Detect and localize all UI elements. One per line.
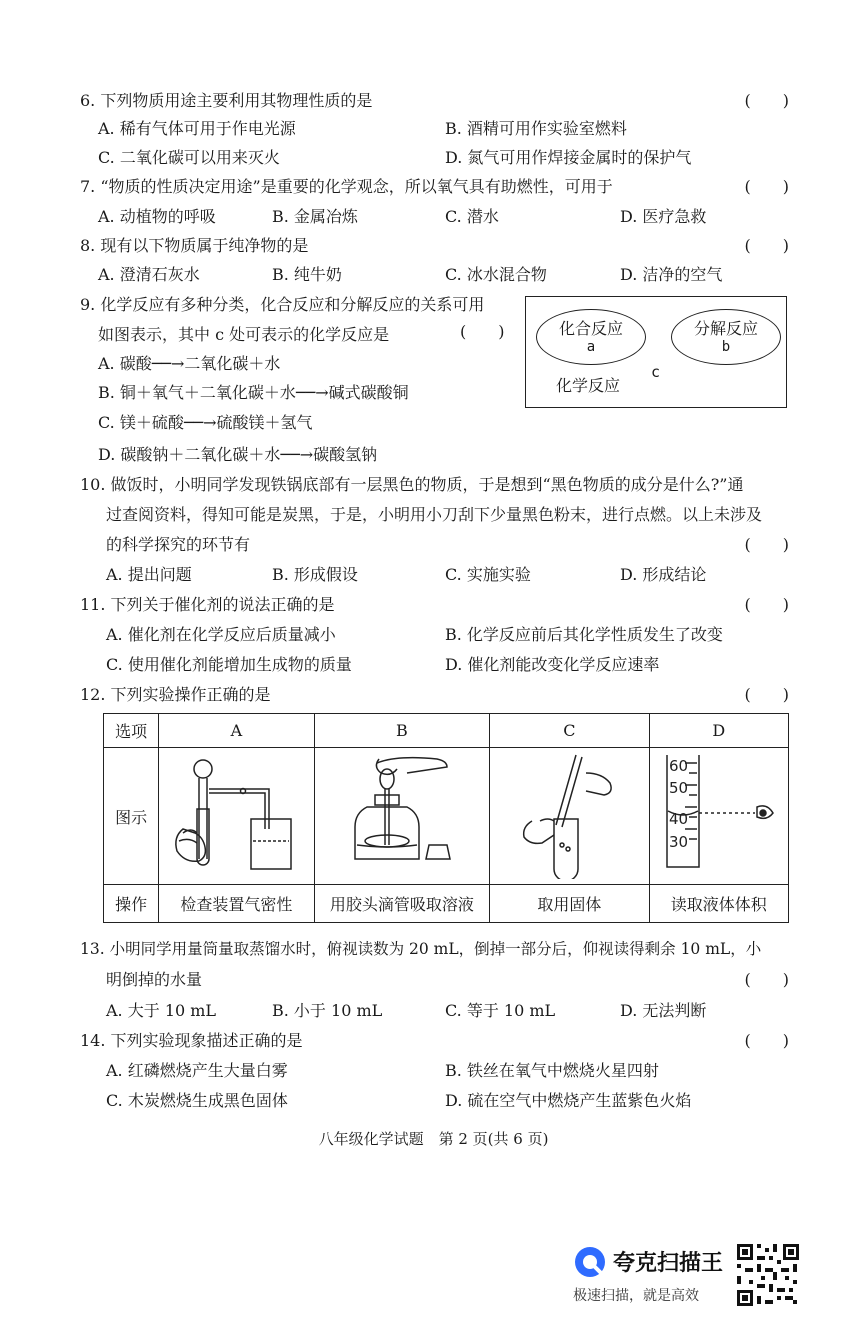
q13-stem-line1: 13. 小明同学用量筒量取蒸馏水时，俯视读数为 20 mL，倒掉一部分后，仰视读得剩余 10 mL，小: [80, 940, 762, 958]
figure-d-cylinder-reading: [649, 748, 788, 885]
combination-reaction-ellipse: [536, 309, 646, 365]
q10-option-b: B. 形成假设: [272, 565, 358, 584]
cylinder-reading-illustration: [651, 749, 786, 879]
q9-option-c: C. 镁＋硫酸──→硫酸镁＋氢气: [98, 413, 313, 432]
q7-stem: 7. “物质的性质决定用途”是重要的化学观念，所以氧气具有助燃性，可用于: [80, 177, 613, 196]
q8-option-c: C. 冰水混合物: [445, 265, 547, 284]
operation-a: 检查装置气密性: [159, 885, 314, 923]
airtightness-check-illustration: [161, 749, 311, 879]
operation-b: 用胶头滴管吸取溶液: [314, 885, 490, 923]
quark-logo-icon: [573, 1245, 607, 1279]
q13-option-d: D. 无法判断: [620, 1001, 707, 1020]
header-figure: 图示: [104, 748, 159, 885]
q6-option-a: A. 稀有气体可用于作电光源: [98, 119, 296, 138]
q10-answer-paren: ( ): [744, 535, 789, 554]
q13-stem-line2: 明倒掉的水量: [106, 970, 203, 989]
q6-option-b: B. 酒精可用作实验室燃料: [445, 119, 627, 138]
q11-option-d: D. 催化剂能改变化学反应速率: [445, 655, 660, 674]
q11-option-b: B. 化学反应前后其化学性质发生了改变: [445, 625, 723, 644]
q9-option-d: D. 碳酸钠＋二氧化碳＋水──→碳酸氢钠: [98, 445, 378, 464]
q6-option-c: C. 二氧化碳可以用来灭火: [98, 148, 280, 167]
q8-option-a: A. 澄清石灰水: [98, 265, 200, 284]
solid-taking-illustration: [492, 749, 647, 879]
figure-b-dropper: [314, 748, 490, 885]
reaction-classification-diagram: [525, 296, 787, 408]
q10-stem-line3: 的科学探究的环节有: [106, 535, 251, 554]
q7-option-d: D. 医疗急救: [620, 207, 707, 226]
q14-option-a: A. 红磷燃烧产生大量白雾: [106, 1061, 288, 1080]
q8-stem: 8. 现有以下物质属于纯净物的是: [80, 236, 309, 255]
q10-option-c: C. 实施实验: [445, 565, 531, 584]
qr-code-icon: [735, 1242, 801, 1308]
q11-option-a: A. 催化剂在化学反应后质量减小: [106, 625, 336, 644]
q9-answer-paren: ( ): [460, 322, 505, 341]
q10-stem-line1: 10. 做饭时，小明同学发现铁锅底部有一层黑色的物质，于是想到“黑色物质的成分是什么?”通: [80, 475, 744, 494]
q13-option-c: C. 等于 10 mL: [445, 1001, 556, 1020]
column-a-header: A: [159, 714, 314, 748]
decomposition-reaction-label: 分解反应: [693, 319, 758, 338]
combination-reaction-label: 化合反应: [558, 319, 623, 338]
q14-option-c: C. 木炭燃烧生成黑色固体: [106, 1091, 288, 1110]
q6-stem: 6. 下列物质用途主要利用其物理性质的是: [80, 91, 373, 110]
q13-option-b: B. 小于 10 mL: [272, 1001, 383, 1020]
q8-answer-paren: ( ): [744, 236, 789, 255]
scanner-app-name: 夸克扫描王: [613, 1251, 724, 1276]
q8-option-d: D. 洁净的空气: [620, 265, 723, 284]
q13-answer-paren: ( ): [744, 970, 789, 989]
header-operation: 操作: [104, 885, 159, 923]
q10-option-a: A. 提出问题: [106, 565, 192, 584]
q14-answer-paren: ( ): [744, 1031, 789, 1050]
q11-option-c: C. 使用催化剂能增加生成物的质量: [106, 655, 352, 674]
q12-answer-paren: ( ): [744, 685, 789, 704]
column-d-header: D: [649, 714, 788, 748]
q8-option-b: B. 纯牛奶: [272, 265, 342, 284]
cylinder-tick-50: 50: [669, 779, 689, 797]
region-b-label: b: [721, 339, 731, 355]
q10-stem-line2: 过查阅资料，得知可能是炭黑，于是，小明用小刀刮下少量黑色粉末，进行点燃。以上未涉及: [106, 505, 763, 524]
cylinder-tick-40: 40: [669, 810, 689, 828]
q11-answer-paren: ( ): [744, 595, 789, 614]
q14-stem: 14. 下列实验现象描述正确的是: [80, 1031, 303, 1050]
operation-c: 取用固体: [490, 885, 649, 923]
q7-option-c: C. 潜水: [445, 207, 499, 226]
cylinder-tick-60: 60: [669, 757, 689, 775]
q12-stem: 12. 下列实验操作正确的是: [80, 685, 271, 704]
figure-a-airtightness-check: [159, 748, 314, 885]
q7-option-b: B. 金属冶炼: [272, 207, 358, 226]
q11-stem: 11. 下列关于催化剂的说法正确的是: [80, 595, 335, 614]
operation-d: 读取液体体积: [649, 885, 788, 923]
cylinder-tick-30: 30: [669, 833, 689, 851]
q6-option-d: D. 氮气可用作焊接金属时的保护气: [445, 148, 692, 167]
q7-answer-paren: ( ): [744, 177, 789, 196]
header-option: 选项: [104, 714, 159, 748]
decomposition-reaction-ellipse: [671, 309, 781, 365]
chemical-reaction-label: 化学反应: [556, 376, 621, 395]
q9-option-b: B. 铜＋氧气＋二氧化碳＋水──→碱式碳酸铜: [98, 383, 409, 402]
q6-answer-paren: ( ): [744, 91, 789, 110]
page-footer: 八年级化学试题 第 2 页(共 6 页): [318, 1130, 549, 1148]
scanner-slogan: 极速扫描，就是高效: [573, 1288, 699, 1304]
q9-stem-line2: 如图表示，其中 c 处可表示的化学反应是: [98, 325, 390, 344]
q9-stem-line1: 9. 化学反应有多种分类，化合反应和分解反应的关系可用: [80, 295, 485, 314]
dropper-illustration: [317, 749, 487, 879]
q9-option-a: A. 碳酸──→二氧化碳＋水: [98, 354, 281, 373]
q14-option-d: D. 硫在空气中燃烧产生蓝紫色火焰: [445, 1091, 692, 1110]
region-a-label: a: [586, 339, 596, 355]
q14-option-b: B. 铁丝在氧气中燃烧火星四射: [445, 1061, 659, 1080]
q10-option-d: D. 形成结论: [620, 565, 707, 584]
column-b-header: B: [314, 714, 490, 748]
figure-c-solid-taking: [490, 748, 649, 885]
q12-operations-table: [103, 713, 789, 923]
q7-option-a: A. 动植物的呼吸: [98, 207, 216, 226]
q13-option-a: A. 大于 10 mL: [106, 1001, 217, 1020]
region-c-label: c: [651, 363, 661, 381]
column-c-header: C: [490, 714, 649, 748]
